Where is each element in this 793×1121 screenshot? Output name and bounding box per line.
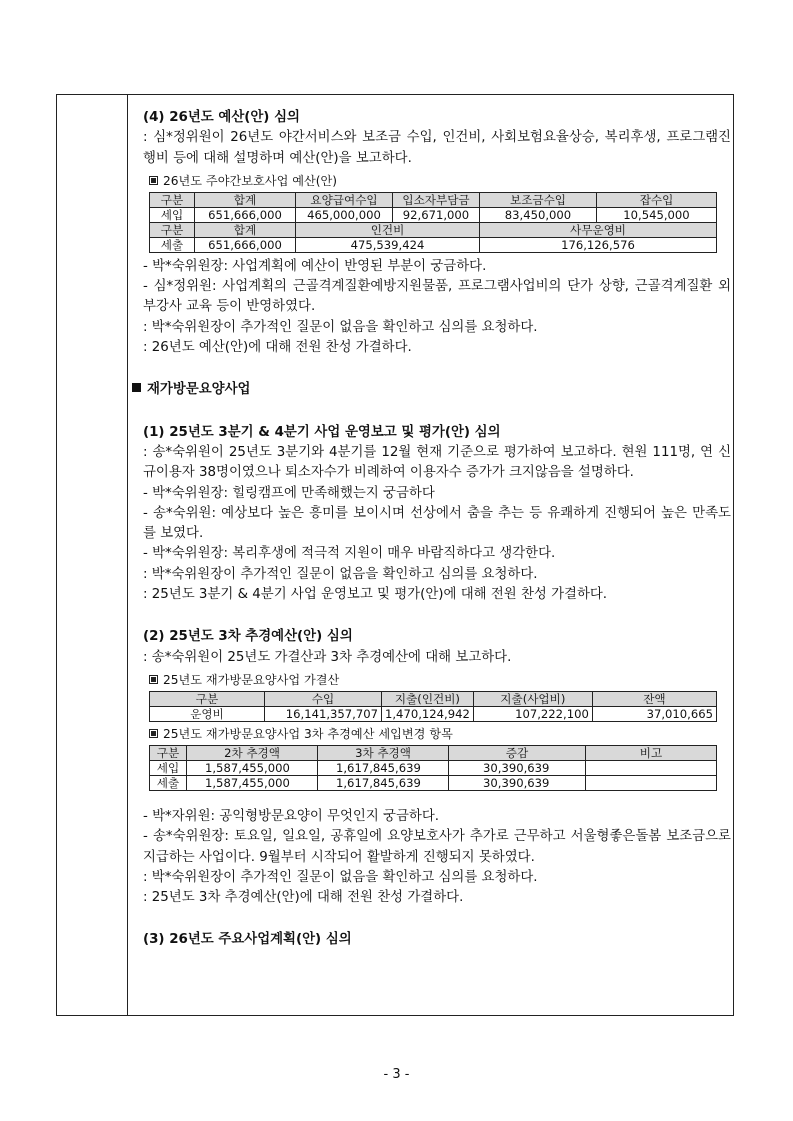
subsection-title: (2) 25년도 3차 추경예산(안) 심의 — [143, 629, 353, 645]
paragraph: - 박*숙위원장: 힐링캠프에 만족해했는지 궁금하다 — [143, 485, 435, 501]
table-caption: 25년도 재가방문요양사업 가결산 — [149, 672, 731, 689]
paragraph: - 박*자위원: 공익형방문요양이 무엇인지 궁금하다. — [143, 808, 440, 824]
section-title-26-budget: (4) 26년도 예산(안) 심의 — [143, 110, 300, 125]
subsection-title: (1) 25년도 3분기 & 4분기 사업 운영보고 및 평가(안) 심의 — [143, 424, 501, 440]
table-header-row: 구분 수입 지출(인건비) 지출(사업비) 잔액 — [150, 691, 717, 706]
table-row: 세입 1,587,455,000 1,617,845,639 30,390,639 — [150, 760, 717, 775]
paragraph: : 송*숙위원이 25년도 3분기와 4분기를 12월 현재 기준으로 평가하여 보고하다. 현원 111명, 연 신규이용자 38명이였으나 퇴소자수가 비례하여 이용자수 증가가 크지않음을 설명하다. — [143, 444, 731, 481]
table-caption: 25년도 재가방문요양사업 3차 추경예산 세입변경 항목 — [149, 726, 731, 743]
black-square-icon — [132, 383, 141, 392]
section-heading: 재가방문요양사업 — [143, 380, 731, 400]
paragraph: : 송*숙위원이 25년도 가결산과 3차 추경예산에 대해 보고하다. — [143, 649, 512, 665]
paragraph: : 박*숙위원장이 추가적인 질문이 없음을 확인하고 심의를 요청하다. — [143, 566, 538, 582]
revision-table — [149, 745, 717, 791]
checkbox-square-icon — [149, 675, 158, 684]
paragraph: - 박*숙위원장: 사업계획에 예산이 반영된 부분이 궁금하다. — [143, 258, 487, 274]
minutes-content — [143, 108, 731, 951]
paragraph: - 심*정위원: 사업계획의 근골격계질환예방지원물품, 프로그램사업비의 단가 상향, 근골격계질환 외부강사 교육 등이 반영하였다. — [143, 279, 731, 315]
budget-table — [149, 192, 717, 253]
paragraph: : 26년도 예산(안)에 대해 전원 찬성 가결하다. — [143, 340, 412, 356]
settlement-table — [149, 691, 717, 722]
paragraph: : 박*숙위원장이 추가적인 질문이 없음을 확인하고 심의를 요청하다. — [143, 319, 538, 335]
paragraph: : 심*정위원이 26년도 야간서비스와 보조금 수입, 인건비, 사회보험요율상승, 복리후생, 프로그램진행비 등에 대해 설명하며 예산(안)을 보고하다. — [143, 130, 731, 166]
subsection-title: (3) 26년도 주요사업계획(안) 심의 — [143, 932, 352, 948]
table-header-row: 구분 합계 인건비 사무운영비 — [150, 222, 717, 237]
paragraph: - 송*숙위원장: 토요일, 일요일, 공휴일에 요양보호사가 추가로 근무하고 서울형좋은돌봄 보조금으로 지급하는 사업이다. 9월부터 시작되어 활발하게 진행되지 못하였다. — [143, 829, 731, 865]
table-row: 세출 651,666,000 475,539,424 176,126,576 — [150, 237, 717, 252]
checkbox-square-icon — [149, 729, 158, 738]
table-caption: 26년도 주야간보호사업 예산(안) — [149, 173, 731, 190]
column-divider — [127, 95, 128, 1015]
table-header-row: 구분 합계 요양급여수입 입소자부담금 보조금수입 잡수입 — [150, 192, 717, 207]
page-number: - 3 - — [383, 1067, 410, 1082]
paragraph: : 25년도 3분기 & 4분기 사업 운영보고 및 평가(안)에 대해 전원 찬성 가결하다. — [143, 587, 608, 603]
paragraph: - 송*숙위원: 예상보다 높은 흥미를 보이시며 선상에서 춤을 추는 등 유쾌하게 진행되어 높은 만족도를 보였다. — [143, 505, 731, 542]
checkbox-square-icon — [149, 176, 158, 185]
paragraph: - 박*숙위원장: 복리후생에 적극적 지원이 매우 바람직하다고 생각한다. — [143, 546, 556, 562]
table-header-row: 구분 2차 추경액 3차 추경액 증감 비고 — [150, 745, 717, 760]
table-row: 세출 1,587,455,000 1,617,845,639 30,390,639 — [150, 775, 717, 790]
table-row: 운영비 16,141,357,707 1,470,124,942 107,222,100 37,010,665 — [150, 706, 717, 721]
paragraph: : 25년도 3차 추경예산(안)에 대해 전원 찬성 가결하다. — [143, 890, 464, 906]
paragraph: : 박*숙위원장이 추가적인 질문이 없음을 확인하고 심의를 요청하다. — [143, 869, 538, 885]
table-row: 세입 651,666,000 465,000,000 92,671,000 83,450,000 10,545,000 — [150, 207, 717, 222]
